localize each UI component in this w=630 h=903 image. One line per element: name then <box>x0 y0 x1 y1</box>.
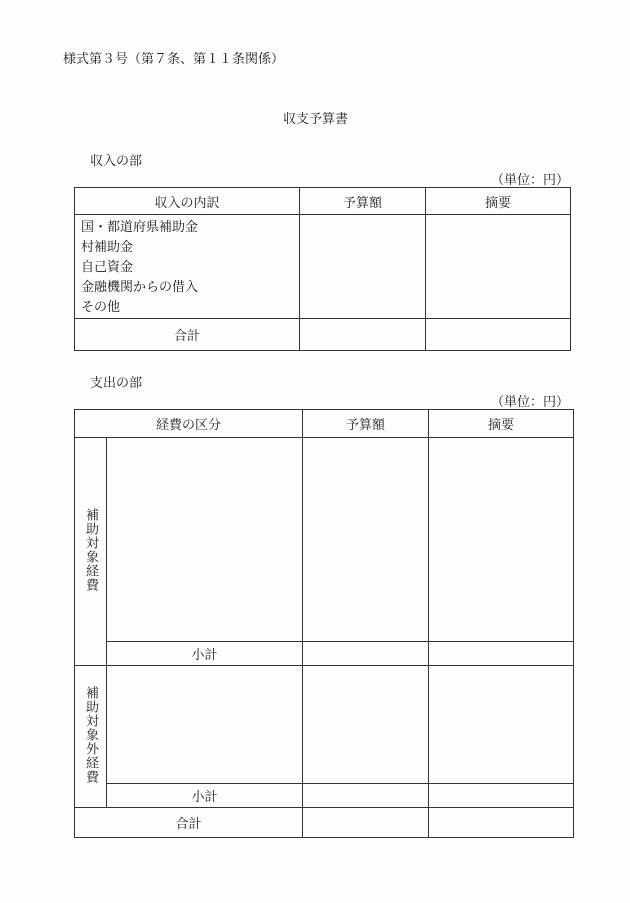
expense-table <box>74 409 574 838</box>
income-item: 金融機関からの借入 <box>81 280 199 295</box>
income-total-budget-cell[interactable] <box>300 319 426 351</box>
ineligible-subtotal-budget-cell[interactable] <box>303 784 429 808</box>
eligible-subtotal-remarks-cell[interactable] <box>429 642 574 666</box>
ineligible-remarks-cell[interactable] <box>429 666 574 784</box>
income-header-remarks: 摘要 <box>426 188 571 215</box>
eligible-subtotal-budget-cell[interactable] <box>303 642 429 666</box>
ineligible-expenses-label: 補助対象外経費 <box>75 666 107 808</box>
income-item: 国・都道府県補助金 <box>81 220 199 235</box>
income-items-cell <box>75 215 300 319</box>
income-header-budget: 予算額 <box>300 188 426 215</box>
ineligible-items-cell[interactable] <box>107 666 303 784</box>
income-total-remarks-cell[interactable] <box>426 319 571 351</box>
expense-header-remarks: 摘要 <box>429 410 574 438</box>
eligible-expenses-label: 補助対象経費 <box>75 438 107 666</box>
expense-total-remarks-cell[interactable] <box>429 808 574 838</box>
income-header-breakdown: 収入の内訳 <box>75 188 300 215</box>
expense-total-label: 合計 <box>75 808 303 838</box>
income-unit: （単位：円） <box>491 173 570 188</box>
expense-heading: 支出の部 <box>90 376 143 391</box>
eligible-remarks-cell[interactable] <box>429 438 574 642</box>
income-item: 自己資金 <box>81 260 134 275</box>
form-number: 様式第３号（第７条、第１１条関係） <box>63 52 285 67</box>
income-remarks-cell[interactable] <box>426 215 571 319</box>
income-table <box>74 187 571 351</box>
eligible-items-cell[interactable] <box>107 438 303 642</box>
income-total-label: 合計 <box>75 319 300 351</box>
income-item: その他 <box>81 300 121 315</box>
income-item: 村補助金 <box>81 240 134 255</box>
expense-header-budget: 予算額 <box>303 410 429 438</box>
eligible-subtotal-label: 小計 <box>107 642 303 666</box>
ineligible-subtotal-remarks-cell[interactable] <box>429 784 574 808</box>
expense-unit: （単位：円） <box>491 395 570 410</box>
document-title: 収支予算書 <box>283 112 349 127</box>
expense-total-budget-cell[interactable] <box>303 808 429 838</box>
ineligible-subtotal-label: 小計 <box>107 784 303 808</box>
expense-header-category: 経費の区分 <box>75 410 303 438</box>
income-budget-cell[interactable] <box>300 215 426 319</box>
eligible-budget-cell[interactable] <box>303 438 429 642</box>
income-heading: 収入の部 <box>90 154 143 169</box>
ineligible-budget-cell[interactable] <box>303 666 429 784</box>
